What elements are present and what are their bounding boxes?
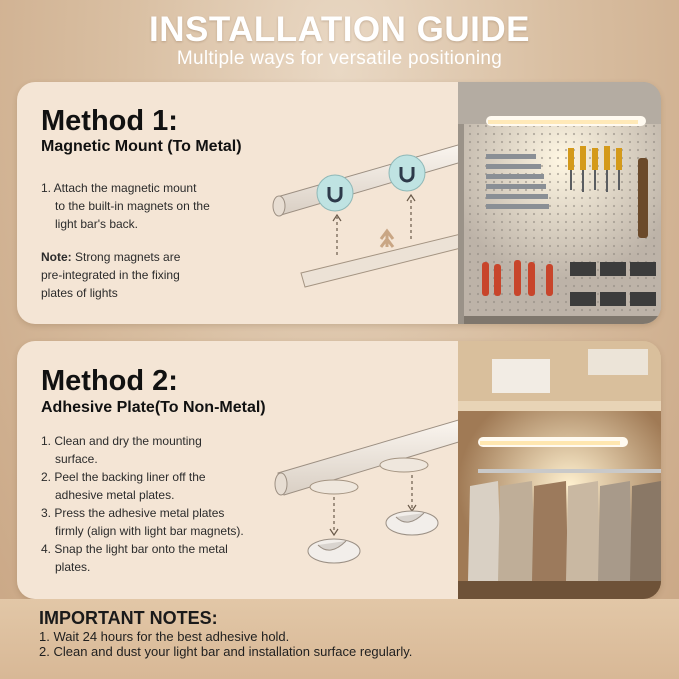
method-1-note-line: plates of lights: [41, 286, 118, 300]
magnetic-mount-illustration: [265, 137, 465, 307]
method-2-step-line: 3. Press the adhesive metal plates: [41, 506, 225, 520]
method-2-step-line: firmly (align with light bar magnets).: [55, 524, 244, 538]
adhesive-plate-icon: [308, 539, 360, 563]
method-1-title: Method 1:: [41, 105, 178, 137]
notes-title: IMPORTANT NOTES:: [39, 608, 218, 628]
method-1-subtitle: Magnetic Mount (To Metal): [41, 138, 242, 155]
method-2-step-line: adhesive metal plates.: [55, 488, 175, 502]
garage-pegboard-photo: [458, 82, 661, 324]
method-2-title: Method 2:: [41, 365, 178, 397]
header: [0, 0, 679, 80]
page-subtitle: Multiple ways for versatile positioning: [176, 48, 503, 69]
method-2-step-line: surface.: [55, 452, 98, 466]
notes-item: 2. Clean and dust your light bar and installation surface regularly.: [39, 644, 413, 659]
method-2-step-line: 2. Peel the backing liner off the: [41, 470, 206, 484]
method-2-step-line: 4. Snap the light bar onto the metal: [41, 542, 228, 556]
method-2-subtitle: Adhesive Plate(To Non-Metal): [41, 399, 266, 416]
method-1-note: [41, 248, 180, 266]
method-2-step-line: 1. Clean and dry the mounting: [41, 434, 202, 448]
closet-photo: [458, 341, 661, 599]
method-1-note-line: pre-integrated in the fixing: [41, 268, 180, 282]
method-1-card: [17, 82, 661, 324]
adhesive-plate-icon: [386, 511, 438, 535]
magnet-icon: [389, 155, 425, 191]
method-1-step-line: to the built-in magnets on the: [55, 199, 210, 213]
important-notes: [0, 599, 679, 679]
notes-item: 1. Wait 24 hours for the best adhesive hold.: [39, 629, 290, 644]
magnet-icon: [317, 175, 353, 211]
method-1-step-line: 1. Attach the magnetic mount: [41, 181, 197, 195]
method-2-step-line: plates.: [55, 560, 91, 574]
note-label: Note:: [41, 250, 72, 264]
page-title: INSTALLATION GUIDE: [148, 10, 530, 49]
method-2-card: [17, 341, 661, 599]
adhesive-plate-illustration: [272, 411, 462, 571]
method-1-step-line: light bar's back.: [55, 217, 138, 231]
note-text: Strong magnets are: [71, 250, 181, 264]
